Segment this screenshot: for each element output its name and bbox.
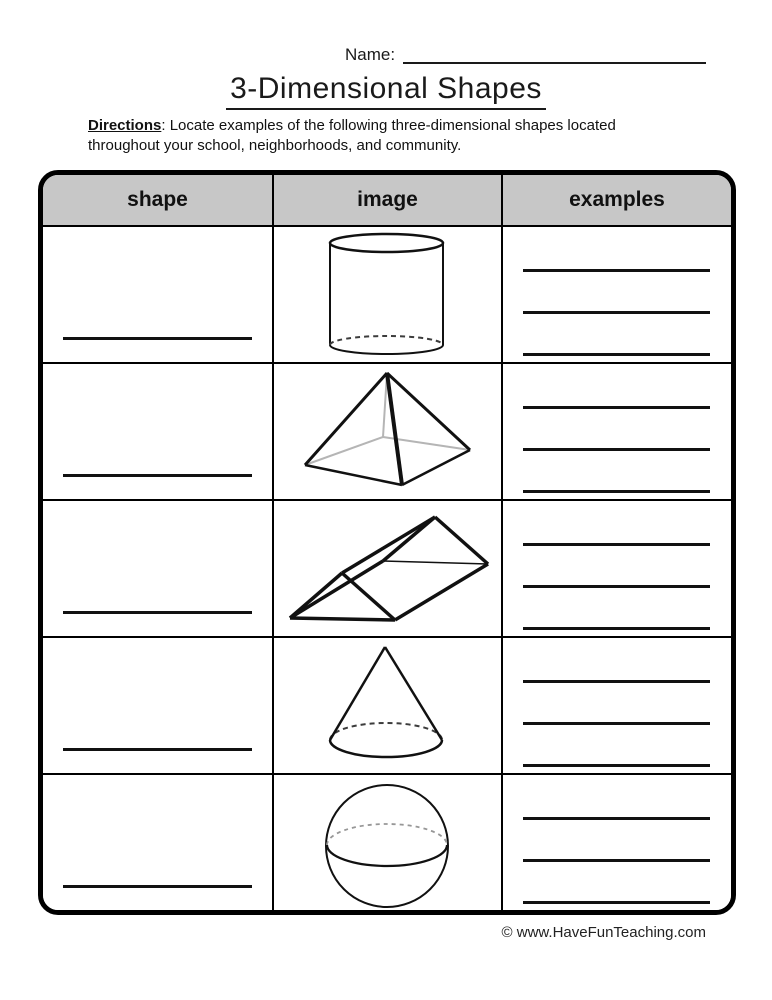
example-blank-line <box>523 722 710 725</box>
image-cell-sphere <box>274 773 503 910</box>
shape-blank-line <box>63 748 252 751</box>
shape-blank-line <box>63 885 252 888</box>
example-blank-line <box>523 764 710 767</box>
shape-name-cell-cone <box>43 636 274 773</box>
example-blank-line <box>523 817 710 820</box>
examples-cell-pyramid <box>503 362 731 499</box>
header-examples: examples <box>503 175 731 225</box>
page-title: 3-Dimensional Shapes <box>226 72 546 110</box>
shape-blank-line <box>63 337 252 340</box>
sphere-icon <box>274 775 501 910</box>
shape-name-cell-sphere <box>43 773 274 910</box>
header-shape: shape <box>43 175 274 225</box>
shapes-table <box>38 170 736 915</box>
square-pyramid-icon <box>274 364 501 499</box>
header-image: image <box>274 175 503 225</box>
directions-line1: : Locate examples of the following three-dimensional shapes located <box>161 117 616 134</box>
example-blank-line <box>523 448 710 451</box>
shape-name-cell-cylinder <box>43 225 274 362</box>
shape-blank-line <box>63 611 252 614</box>
shape-name-cell-pyramid <box>43 362 274 499</box>
copyright-text: © www.HaveFunTeaching.com <box>501 924 706 941</box>
example-blank-line <box>523 269 710 272</box>
examples-cell-prism <box>503 499 731 636</box>
example-blank-line <box>523 901 710 904</box>
example-blank-line <box>523 311 710 314</box>
image-cell-pyramid <box>274 362 503 499</box>
example-blank-line <box>523 627 710 630</box>
directions-text <box>88 116 688 156</box>
example-blank-line <box>523 353 710 356</box>
example-blank-line <box>523 490 710 493</box>
triangular-prism-icon <box>274 501 501 636</box>
examples-cell-cone <box>503 636 731 773</box>
name-blank-line <box>403 62 706 64</box>
image-cell-cylinder <box>274 225 503 362</box>
directions-label: Directions <box>88 117 162 134</box>
cylinder-icon <box>274 227 501 362</box>
example-blank-line <box>523 406 710 409</box>
example-blank-line <box>523 680 710 683</box>
examples-cell-cylinder <box>503 225 731 362</box>
title-wrap <box>0 72 772 110</box>
name-label: Name: <box>345 45 396 64</box>
image-cell-cone <box>274 636 503 773</box>
example-blank-line <box>523 585 710 588</box>
directions-line2: throughout your school, neighborhoods, and community. <box>88 137 462 154</box>
examples-cell-sphere <box>503 773 731 910</box>
shape-name-cell-prism <box>43 499 274 636</box>
cone-icon <box>274 638 501 773</box>
shape-blank-line <box>63 474 252 477</box>
example-blank-line <box>523 859 710 862</box>
image-cell-prism <box>274 499 503 636</box>
example-blank-line <box>523 543 710 546</box>
